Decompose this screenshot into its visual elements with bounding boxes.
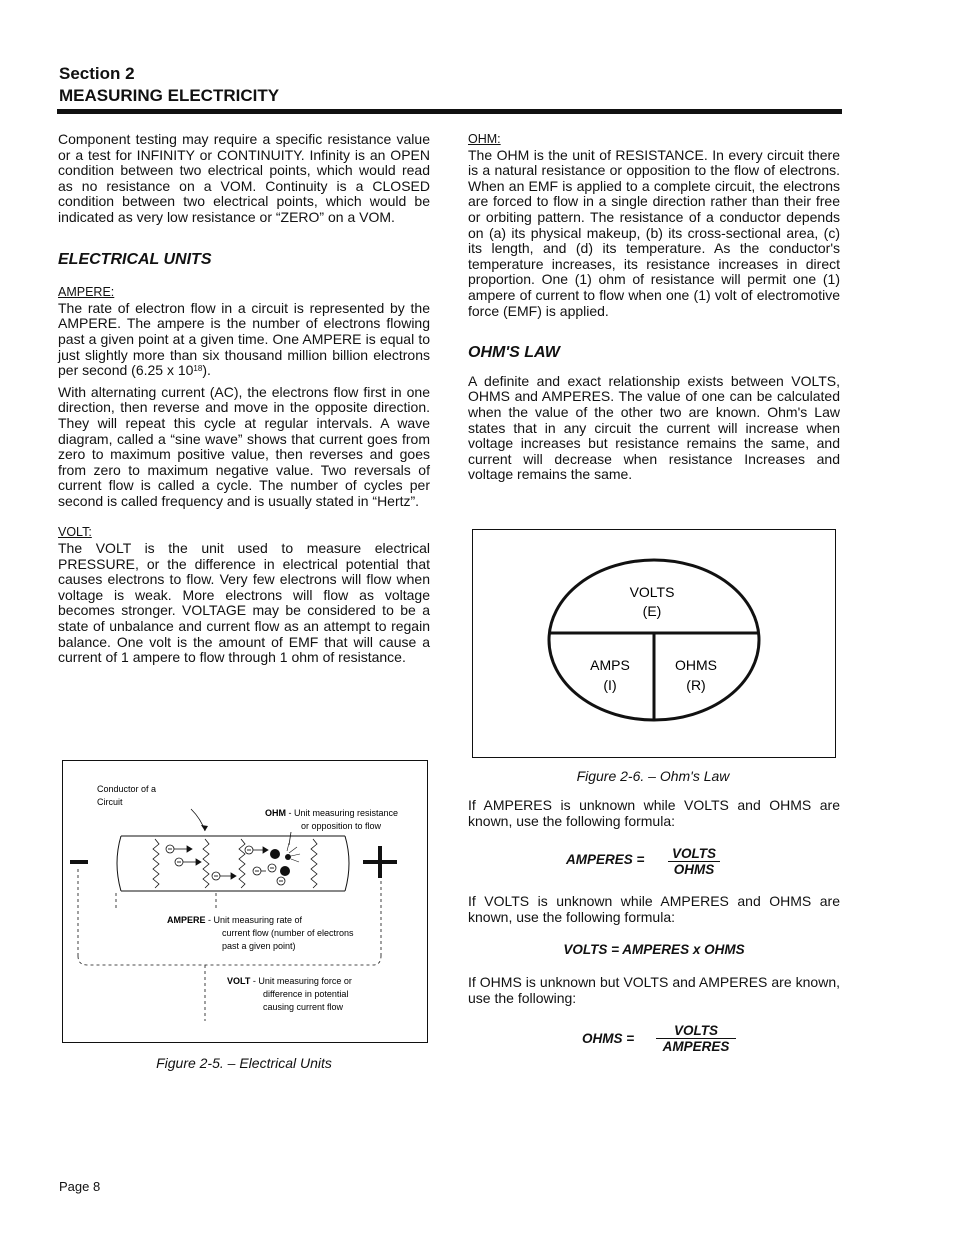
amperes-formula-lhs: AMPERES = bbox=[566, 852, 645, 867]
volt-bracket-bottom bbox=[78, 956, 381, 965]
volts-formula-intro bbox=[468, 894, 840, 925]
ohms-label: OHMS bbox=[675, 657, 717, 673]
conductor-pointer-head bbox=[201, 825, 208, 831]
atom-2 bbox=[280, 866, 290, 876]
if-amperes-text: If AMPERES is unknown while VOLTS and OHMS are known, use the following formula: bbox=[468, 797, 840, 829]
ampere-subheading: AMPERE: bbox=[58, 285, 115, 300]
volts-label: VOLTS bbox=[629, 584, 675, 600]
ohms-law-heading: OHM'S LAW bbox=[468, 344, 560, 362]
ohm-label-bold: OHM bbox=[265, 808, 286, 818]
if-ohms-text: If OHMS is unknown but VOLTS and AMPERES are known, use the following: bbox=[468, 974, 840, 1006]
ampere-text-end: ). bbox=[202, 362, 211, 379]
intro-paragraph: Component testing may require a specific resistance value or a test for INFINITY or CONTINUITY. Infinity is an OPEN condition between two electrical points, which would read as no resistance on a VOM. Continuity is a CLOSED condition between two electrical points, which would be indicated as very low resistance or “ZERO” on a VOM. bbox=[58, 131, 430, 225]
ohms-formula-denominator: AMPERES bbox=[662, 1039, 730, 1054]
plus-sign-vertical bbox=[378, 846, 382, 878]
ampere-label-line1 bbox=[167, 915, 303, 925]
amperes-formula-denominator: OHMS bbox=[673, 862, 715, 877]
figure-2-5-caption: Figure 2-5. – Electrical Units bbox=[156, 1055, 332, 1071]
ohm-subheading: OHM: bbox=[468, 132, 501, 146]
ampere-label-text: - Unit measuring rate of bbox=[205, 915, 303, 925]
amperes-formula-fraction bbox=[668, 846, 720, 877]
electrical-units-figure bbox=[62, 760, 428, 1043]
page-number: Page 8 bbox=[59, 1179, 101, 1194]
resistance-zigzag-1 bbox=[153, 839, 159, 888]
resistance-zigzag-3 bbox=[239, 839, 245, 888]
ohm-label-text: - Unit measuring resistance bbox=[286, 808, 399, 818]
volt-paragraph: The VOLT is the unit used to measure electrical PRESSURE, or the difference in electrical potential that causes electrons to flow. Very few electrons will flow when voltage is weak. More electrons will flow as voltage becomes stronger. VOLTAGE may be considered to be a state of unbalance and current flow as an attempt to regain balance. One volt is the amount of EMF that will cause a current of 1 ampere to flow through 1 ohm of resistance. bbox=[58, 540, 430, 666]
ampere-paragraph-2: With alternating current (AC), the electrons flow first in one direction, then reverse and move in the opposite direction. They will repeat this cycle at regular intervals. A wave diagram, called a “sine wave” shows that current goes from zero to maximum positive value, then reverses and goes from zero to maximum negative value. Two reversals of current flow is called a cycle. The number of cycles per second is called frequency and is usually stated in “Hertz”. bbox=[58, 383, 430, 509]
electrical-units-diagram bbox=[63, 761, 427, 1042]
ohm-label-line1 bbox=[265, 808, 398, 818]
ampere-label-bold: AMPERE bbox=[167, 915, 206, 925]
volt-label-line1 bbox=[227, 976, 352, 986]
amperes-formula-intro bbox=[468, 798, 840, 829]
ohms-formula-lhs: OHMS = bbox=[582, 1031, 635, 1046]
ohm-paragraph: The OHM is the unit of RESISTANCE. In every circuit there is a natural resistance or opposition to the flow of electrons. When an EMF is applied to a complete circuit, the electrons are forced to flow in a single direction rather than their free or orbiting pattern. The resistance of a conductor depends on (a) its physical makeup, (b) its cross-sectional area, (c) its length, and (d) its temperature. As the conductor's temperature increases, its resistance increases in direct proportion. One (1) ohm of resistance will permit one (1) ampere of current to flow when one (1) volt of electromotive force (EMF) is applied. bbox=[468, 146, 840, 319]
header-rule bbox=[57, 109, 842, 114]
ohm-pointer bbox=[289, 832, 291, 845]
ohms-formula-fraction bbox=[656, 1023, 736, 1054]
resistance-zigzag-2 bbox=[203, 839, 209, 888]
section-number: Section 2 bbox=[59, 64, 135, 83]
volt-label-text: - Unit measuring force or bbox=[250, 976, 352, 986]
volt-label-line2: difference in potential bbox=[263, 989, 349, 999]
ampere-text: The rate of electron flow in a circuit is represented by the AMPERE. The ampere is the number of electrons flowing past a given point at a given time. One AMPERE is equal to just slightly more than six thousand million billion electrons per second (6.25 x 10 bbox=[58, 299, 430, 379]
right-column bbox=[468, 132, 840, 483]
conductor-label-line2: Circuit bbox=[97, 797, 123, 807]
ohm-label-line2: or opposition to flow bbox=[301, 821, 382, 831]
volt-label-bold: VOLT bbox=[227, 976, 251, 986]
electrons bbox=[166, 845, 285, 885]
ohms-law-diagram bbox=[473, 530, 835, 757]
left-column bbox=[58, 132, 430, 666]
conductor-left-end bbox=[117, 836, 121, 891]
volt-subheading: VOLT: bbox=[58, 525, 92, 540]
ampere-label-line2: current flow (number of electrons bbox=[222, 928, 354, 938]
atom-3 bbox=[285, 854, 291, 860]
volts-formula: VOLTS = AMPERES x OHMS bbox=[563, 942, 745, 957]
conductor-right-end bbox=[345, 836, 349, 891]
amps-label: AMPS bbox=[590, 657, 630, 673]
ohms-formula-intro bbox=[468, 975, 840, 1006]
conductor-label-line1: Conductor of a bbox=[97, 784, 157, 794]
ohms-symbol: (R) bbox=[686, 677, 706, 693]
ohms-formula-numerator: VOLTS bbox=[656, 1023, 736, 1039]
ohms-law-paragraph: A definite and exact relationship exists between VOLTS, OHMS and AMPERES. The value of one can be calculated when the value of the other two are known. Ohm's Law states that in any circuit the current will increase when voltage increases but resistance remains the same, and current will decrease when resistance Increases and voltage remains the same. bbox=[468, 372, 840, 483]
section-title: MEASURING ELECTRICITY bbox=[59, 86, 280, 105]
resistance-zigzag-4 bbox=[311, 839, 317, 888]
electrical-units-heading: ELECTRICAL UNITS bbox=[58, 250, 212, 268]
volt-label-line3: causing current flow bbox=[263, 1002, 344, 1012]
ampere-paragraph-1 bbox=[58, 301, 430, 379]
ampere-exponent: 18 bbox=[193, 364, 203, 374]
atom-1 bbox=[270, 849, 280, 859]
amps-symbol: (I) bbox=[603, 677, 617, 693]
figure-2-6-caption: Figure 2-6. – Ohm's Law bbox=[576, 768, 730, 784]
minus-sign bbox=[70, 860, 88, 864]
volts-symbol: (E) bbox=[642, 603, 662, 619]
ohms-law-figure bbox=[472, 529, 836, 758]
ampere-label-line3: past a given point) bbox=[222, 941, 296, 951]
amperes-formula-numerator: VOLTS bbox=[668, 846, 720, 862]
conductor-body bbox=[121, 836, 345, 891]
if-volts-text: If VOLTS is unknown while AMPERES and OHMS are known, use the following formula: bbox=[468, 893, 840, 925]
